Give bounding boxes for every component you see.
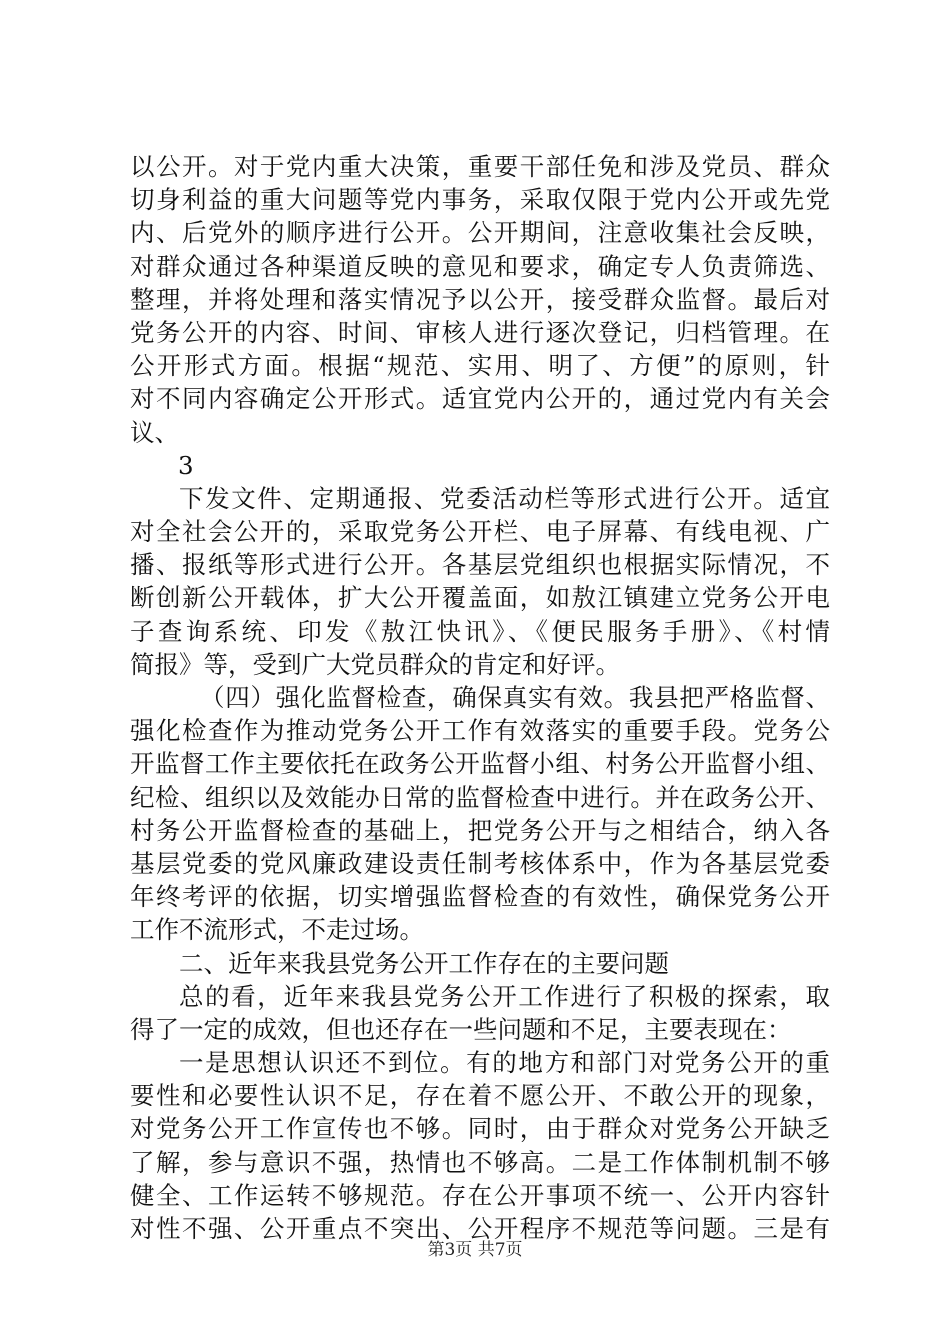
text-line: 对全社会公开的，采取党务公开栏、电子屏幕、有线电视、广 — [130, 517, 830, 547]
paragraph-supervision — [130, 681, 830, 947]
section-heading: 二、近年来我县党务公开工作存在的主要问题 — [179, 948, 669, 978]
text-line: 要性和必要性认识不足，存在着不愿公开、不敢公开的现象， — [130, 1081, 830, 1111]
page-footer: 第3页 共7页 — [427, 1240, 523, 1260]
text-line: 党务公开的内容、时间、审核人进行逐次登记，归档管理。在 — [130, 317, 830, 347]
text-line: 整理，并将处理和落实情况予以公开，接受群众监督。最后对 — [130, 284, 830, 314]
paragraph-publicity-forms — [130, 482, 830, 681]
text-line: 年终考评的依据，切实增强监督检查的有效性，确保党务公开 — [130, 882, 830, 912]
text-line: 公开形式方面。根据“规范、实用、明了、方便”的原则，针 — [130, 351, 830, 381]
text-line: 断创新公开载体，扩大公开覆盖面，如敖江镇建立党务公开电 — [130, 583, 830, 613]
text-line: 子查询系统、印发《敖江快讯》、《便民服务手册》、《村情 — [130, 616, 830, 646]
text-line: 得了一定的成效，但也还存在一些问题和不足，主要表现在： — [130, 1014, 792, 1044]
text-line: 一是思想认识还不到位。有的地方和部门对党务公开的重 — [179, 1048, 830, 1078]
text-line: 对不同内容确定公开形式。适宜党内公开的，通过党内有关会 — [130, 384, 830, 414]
text-line: 开监督工作主要依托在政务公开监督小组、村务公开监督小组、 — [130, 749, 830, 779]
document-body — [130, 150, 830, 1245]
text-line: 工作不流形式，不走过场。 — [130, 915, 424, 945]
text-line: 下发文件、定期通报、党委活动栏等形式进行公开。适宜 — [179, 483, 830, 513]
text-line: 以公开。对于党内重大决策，重要干部任免和涉及党员、群众 — [130, 152, 830, 181]
text-line: 了解，参与意识不强，热情也不够高。二是工作体制机制不够 — [130, 1147, 830, 1177]
paragraph-summary — [130, 980, 830, 1046]
text-line: 播、报纸等形式进行公开。各基层党组织也根据实际情况，不 — [130, 550, 830, 580]
text-line: 对群众通过各种渠道反映的意见和要求，确定专人负责筛选、 — [130, 251, 830, 281]
text-line: 强化检查作为推动党务公开工作有效落实的重要手段。党务公 — [130, 716, 830, 746]
text-line: 简报》等，受到广大党员群众的肯定和好评。 — [130, 649, 620, 679]
text-line: 基层党委的党风廉政建设责任制考核体系中，作为各基层党委 — [130, 848, 830, 878]
page-marker: 3 — [178, 450, 194, 480]
text-line: 对性不强、公开重点不突出、公开程序不规范等问题。三是有 — [130, 1214, 830, 1243]
text-line: 总的看，近年来我县党务公开工作进行了积极的探索，取 — [179, 981, 830, 1011]
paragraph-problems — [130, 1046, 830, 1245]
text-line: 对党务公开工作宣传也不够。同时，由于群众对党务公开缺乏 — [130, 1114, 830, 1144]
text-line: 内、后党外的顺序进行公开。公开期间，注意收集社会反映， — [130, 218, 830, 248]
text-line: 切身利益的重大问题等党内事务，采取仅限于党内公开或先党 — [130, 185, 830, 215]
text-line: （四）强化监督检查，确保真实有效。我县把严格监督、 — [200, 683, 830, 712]
text-line: 纪检、组织以及效能办日常的监督检查中进行。并在政务公开、 — [130, 782, 830, 812]
text-line: 健全、工作运转不够规范。存在公开事项不统一、公开内容针 — [130, 1180, 830, 1210]
text-line: 议、 — [130, 417, 179, 447]
paragraph-continued — [130, 150, 830, 449]
text-line: 村务公开监督检查的基础上，把党务公开与之相结合，纳入各 — [130, 815, 830, 845]
